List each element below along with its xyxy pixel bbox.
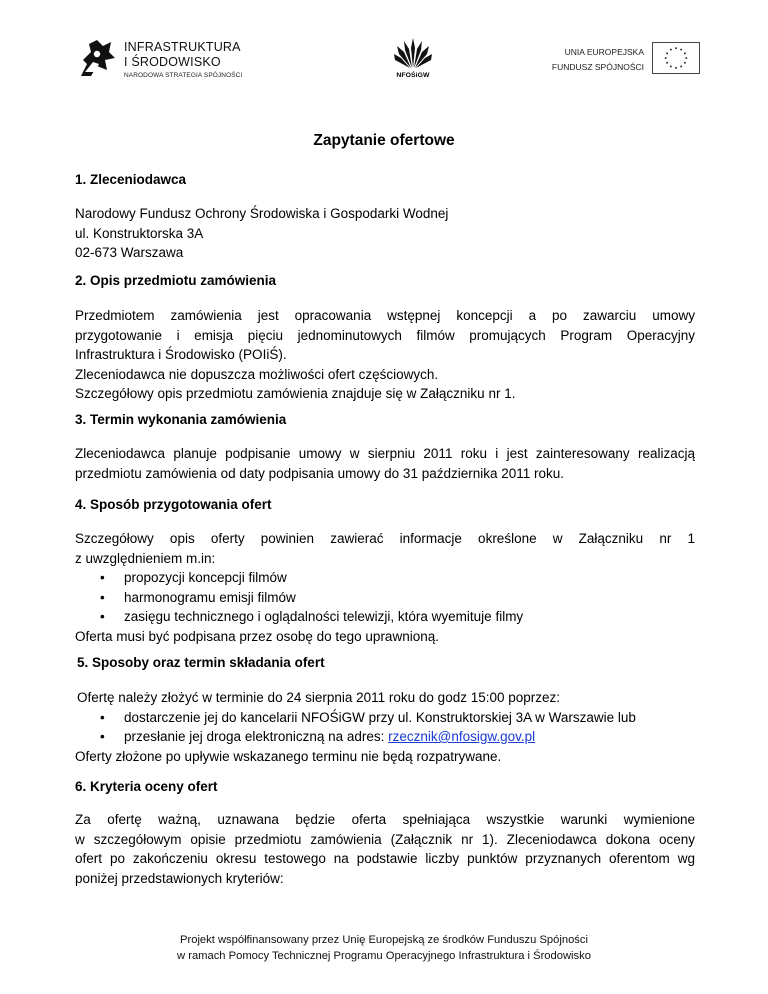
section-2-heading: 2. Opis przedmiotu zamówienia [75, 273, 277, 288]
bullet-icon: • [100, 570, 105, 585]
logo-line-1: INFRASTRUKTURA [124, 40, 241, 54]
list-item [75, 607, 695, 627]
infrastruktura-logo [75, 34, 275, 84]
section-6-body [75, 810, 695, 888]
paragraph-line: Za ofertę ważną, uznawana będzie oferta spełniająca wszystkie warunki wymienione [75, 812, 695, 827]
list-item [75, 708, 695, 728]
section-1-body [75, 204, 695, 263]
section-3-heading: 3. Termin wykonania zamówienia [75, 412, 287, 427]
bullet-icon: • [100, 609, 105, 624]
bullet-icon: • [100, 729, 105, 744]
paragraph-line: Przedmiotem zamówienia jest opracowania wstępnej koncepcji a po zawarciu umowy [75, 308, 695, 323]
list-item-text: propozycji koncepcji filmów [124, 570, 287, 585]
nfosigw-emblem-icon [394, 34, 432, 70]
section-4-heading: 4. Sposób przygotowania ofert [75, 497, 272, 512]
paragraph-line: Oferty złożone po upływie wskazanego terminu nie będą rozpatrywane. [75, 748, 502, 764]
list-item-text-prefix: przesłanie jej droga elektroniczną na adres: [124, 729, 389, 744]
paragraph-line: Ofertę należy złożyć w terminie do 24 sierpnia 2011 roku do godz 15:00 poprzez: [77, 690, 561, 705]
list-item-text: harmonogramu emisji filmów [124, 589, 296, 605]
nfosigw-logo [384, 34, 444, 84]
paragraph-line: przedmiotu zamówienia od daty podpisania umowy do 31 października 2011 roku. [75, 465, 565, 481]
footer-line-1: Projekt współfinansowany przez Unię Europejską ze środków Funduszu Spójności [180, 934, 588, 946]
paragraph-line: Zleceniodawca nie dopuszcza możliwości ofert częściowych. [75, 366, 439, 382]
section-2-body [75, 306, 695, 404]
list-item [75, 568, 695, 588]
section-5-heading: 5. Sposoby oraz termin składania ofert [77, 655, 325, 670]
section-3-body [75, 444, 695, 483]
paragraph-line: Szczegółowy opis oferty powinien zawierać informacje określone w Załączniku nr 1 [75, 531, 695, 546]
paragraph-line: ofert po zakończeniu okresu testowego na podstawie liczby punktów przyznanych oferentom wg [75, 851, 695, 866]
list-item [75, 588, 695, 608]
footer [0, 932, 768, 964]
address-line: Narodowy Fundusz Ochrony Środowiska i Gospodarki Wodnej [75, 206, 449, 221]
paragraph-line: Infrastruktura i Środowisko (POIiŚ). [75, 347, 287, 362]
eu-logo [548, 42, 708, 82]
address-line: ul. Konstruktorska 3A [75, 225, 204, 241]
header-logos [0, 30, 768, 90]
paragraph-line: w szczegółowym opisie przedmiotu zamówienia (Załącznik nr 1). Zleceniodawca dokona oceny [75, 831, 695, 847]
list-item-text: dostarczenie jej do kancelarii NFOŚiGW przy ul. Konstruktorskiej 3A w Warszawie lub [124, 709, 636, 725]
logo-line-2: I ŚRODOWISKO [124, 55, 221, 69]
paragraph-line: Zleceniodawca planuje podpisanie umowy w sierpniu 2011 roku i jest zainteresowany realizacją [75, 446, 695, 461]
paragraph-line: Oferta musi być podpisana przez osobę do tego uprawnioną. [75, 628, 439, 644]
nfosigw-label: NFOŚiGW [396, 72, 430, 79]
document-title: Zapytanie ofertowe [313, 132, 455, 149]
bullet-icon: • [100, 709, 105, 725]
logo-line-3: NARODOWA STRATEGIA SPÓJNOŚCI [124, 72, 243, 79]
paragraph-line: poniżej przedstawionych kryteriów: [75, 870, 284, 886]
paragraph-line: przygotowanie i emisja pięciu jednominutowych filmów promujących Program Operacyjny [75, 327, 695, 343]
eu-line-2: FUNDUSZ SPÓJNOŚCI [551, 62, 644, 72]
paragraph-line: Szczegółowy opis przedmiotu zamówienia znajduje się w Załączniku nr 1. [75, 386, 516, 401]
list-item-text [124, 727, 535, 747]
list-item-text: zasięgu technicznego i oglądalności telewizji, która wyemituje filmy [124, 609, 524, 624]
footer-line-2: w ramach Pomocy Technicznej Programu Operacyjnego Infrastruktura i Środowisko [177, 950, 591, 962]
section-6-heading: 6. Kryteria oceny ofert [75, 779, 218, 794]
email-link[interactable]: rzecznik@nfosigw.gov.pl [388, 729, 536, 744]
eu-flag-icon [652, 42, 700, 74]
address-line: 02-673 Warszawa [75, 245, 184, 260]
paragraph-line: z uwzględnieniem m.in: [75, 550, 216, 566]
eu-line-1: UNIA EUROPEJSKA [564, 47, 644, 57]
list-item [75, 727, 695, 747]
infrastruktura-emblem-icon [75, 34, 117, 82]
section-5-body [75, 688, 695, 766]
section-4-body [75, 529, 695, 646]
section-1-heading: 1. Zleceniodawca [75, 172, 187, 187]
bullet-icon: • [100, 589, 105, 605]
